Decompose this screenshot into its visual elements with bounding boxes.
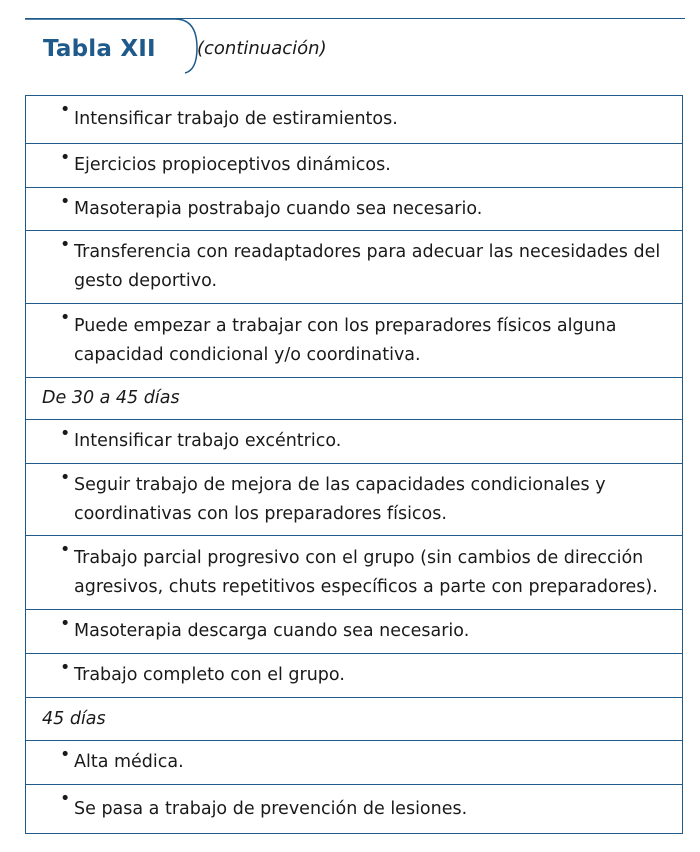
table-row: [26, 536, 682, 610]
row-text: Intensificar trabajo de estiramientos.: [74, 109, 398, 129]
table-row: [26, 654, 682, 698]
row-text: Ejercicios propioceptivos dinámicos.: [74, 155, 391, 175]
bullet-icon: •: [60, 789, 71, 809]
table-row: [26, 144, 682, 188]
bullet-icon: •: [60, 308, 71, 328]
table-row: [26, 464, 682, 536]
row-text: Puede empezar a trabajar con los preparadores físicos alguna capacidad condicional y/o coordinativa.: [74, 315, 617, 365]
table-title: Tabla XII: [43, 36, 156, 62]
bullet-icon: •: [60, 424, 71, 444]
row-text: Trabajo parcial progresivo con el grupo (sin cambios de dirección agresivos, chuts repetitivos específicos a parte con preparadores).: [74, 547, 658, 597]
bullet-icon: •: [60, 100, 71, 120]
recommendations-table: [25, 95, 683, 834]
section-heading-row: [26, 378, 682, 420]
bullet-icon: •: [60, 148, 71, 168]
table-row: [26, 420, 682, 464]
table-row: [26, 741, 682, 785]
bullet-icon: •: [60, 614, 71, 634]
table-row: [26, 188, 682, 231]
table-row: [26, 231, 682, 304]
table-row: [26, 610, 682, 654]
bullet-icon: •: [60, 192, 71, 212]
section-heading: 45 días: [42, 708, 106, 729]
section-heading-row: [26, 698, 682, 741]
bullet-icon: •: [60, 658, 71, 678]
table-row: [26, 96, 682, 144]
bullet-icon: •: [60, 745, 71, 765]
bullet-icon: •: [60, 468, 71, 488]
bullet-icon: •: [60, 235, 71, 255]
table-header: [25, 18, 685, 76]
row-text: Se pasa a trabajo de prevención de lesiones.: [74, 798, 468, 819]
row-text: Trabajo completo con el grupo.: [74, 665, 345, 685]
table-row: [26, 785, 682, 833]
row-text: Masoterapia postrabajo cuando sea necesario.: [74, 198, 483, 219]
row-text: Intensificar trabajo excéntrico.: [74, 431, 342, 451]
section-heading: De 30 a 45 días: [42, 388, 180, 408]
table-row: [26, 304, 682, 378]
bullet-icon: •: [60, 540, 71, 560]
row-text: Transferencia con readaptadores para adecuar las necesidades del gesto deportivo.: [74, 242, 661, 291]
table-subtitle: (continuación): [197, 38, 327, 59]
row-text: Alta médica.: [74, 752, 184, 772]
row-text: Masoterapia descarga cuando sea necesario.: [74, 621, 470, 641]
row-text: Seguir trabajo de mejora de las capacidades condicionales y coordinativas con los preparadores físicos.: [74, 474, 606, 524]
